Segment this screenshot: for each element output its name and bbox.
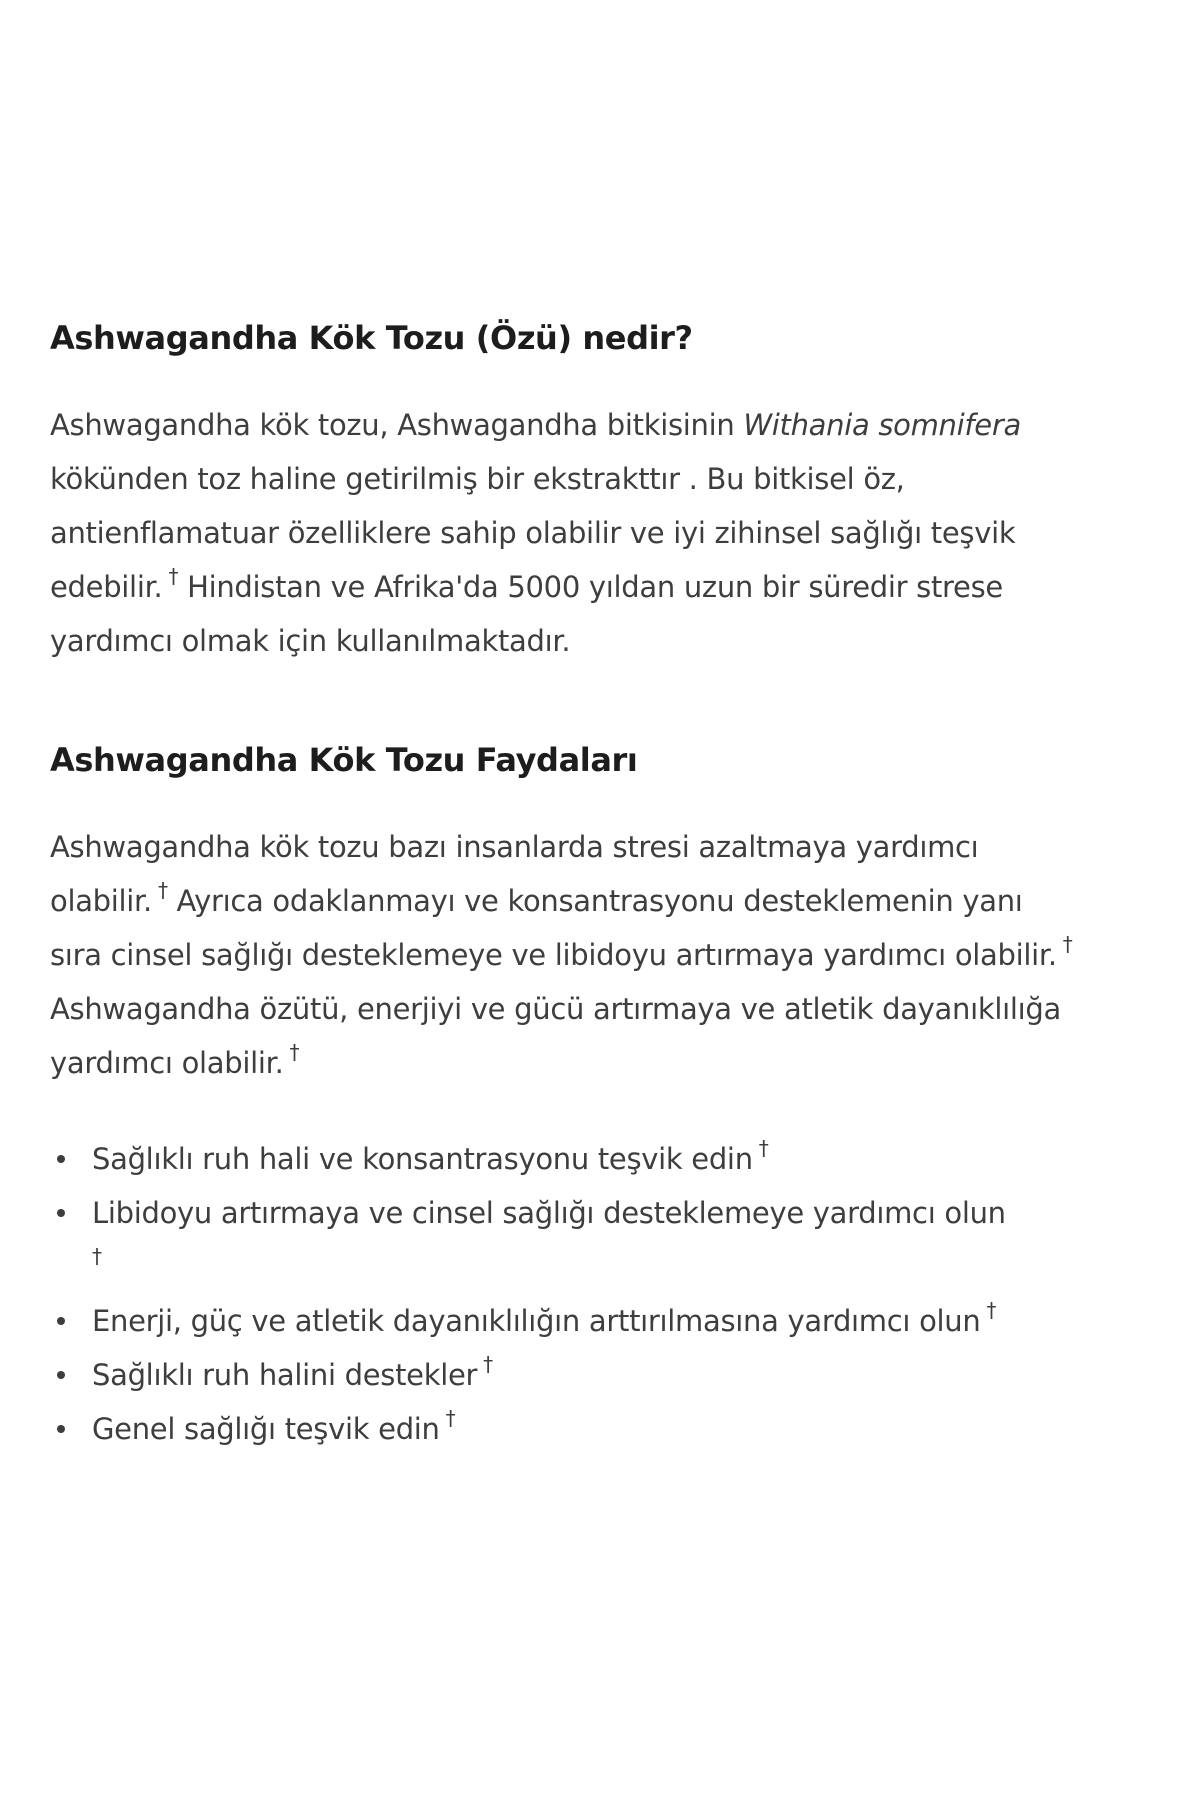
section-what-heading: Ashwagandha Kök Tozu (Özü) nedir? (50, 319, 693, 357)
dagger-footnote-mark: † (168, 564, 179, 588)
paragraph-text: kökünden toz haline getirilmiş bir ekstrakttır . Bu bitkisel öz, antienflamatuar özelliklere sahip olabilir ve iyi zihinsel sağlığı teşvik edebilir. (50, 462, 1016, 604)
bullet-icon (57, 1155, 65, 1163)
bullet-icon (57, 1371, 65, 1379)
paragraph-text: Hindistan ve Afrika'da 5000 yıldan uzun bir süredir strese yardımcı olmak için kullanılmaktadır. (50, 570, 1003, 658)
dagger-footnote-mark: † (986, 1298, 997, 1322)
list-item (50, 1132, 1080, 1186)
list-item (50, 1402, 1080, 1456)
dagger-footnote-mark: † (445, 1406, 456, 1430)
dagger-footnote-mark: † (1062, 932, 1073, 956)
section-what-paragraph (50, 398, 1080, 668)
list-item-text: Genel sağlığı teşvik edin (92, 1412, 440, 1446)
article-content (50, 318, 1080, 1456)
dagger-footnote-mark: † (157, 878, 168, 902)
dagger-footnote-mark: † (289, 1040, 300, 1064)
dagger-footnote-mark: † (483, 1352, 493, 1376)
dagger-footnote-mark: † (92, 1244, 102, 1268)
paragraph-text: Ashwagandha özütü, enerjiyi ve gücü artırmaya ve atletik dayanıklılığa yardımcı olabilir. (50, 992, 1061, 1080)
benefits-list (50, 1132, 1080, 1456)
section-benefits-paragraph (50, 820, 1080, 1090)
bullet-icon (57, 1209, 65, 1217)
dagger-footnote-mark: † (758, 1136, 769, 1160)
bullet-icon (57, 1317, 65, 1325)
bullet-icon (57, 1425, 65, 1433)
list-item-text: Libidoyu artırmaya ve cinsel sağlığı desteklemeye yardımcı olun (92, 1196, 1006, 1230)
list-item (50, 1294, 1080, 1348)
list-item (50, 1348, 1080, 1402)
list-item-text: Enerji, güç ve atletik dayanıklılığın arttırılmasına yardımcı olun (92, 1304, 981, 1338)
list-item (50, 1186, 1080, 1294)
list-item-text: Sağlıklı ruh halini destekler (92, 1358, 478, 1392)
paragraph-text: Ashwagandha kök tozu bazı insanlarda stresi azaltmaya yardımcı olabilir. (50, 830, 979, 918)
paragraph-text: Ashwagandha kök tozu, Ashwagandha bitkisinin (50, 408, 744, 442)
section-benefits-heading: Ashwagandha Kök Tozu Faydaları (50, 741, 638, 779)
paragraph-text: Ayrıca odaklanmayı ve konsantrasyonu desteklemenin yanı sıra cinsel sağlığı desteklemeye ve libidoyu artırmaya yardımcı olabilir. (50, 884, 1057, 972)
list-item-text: Sağlıklı ruh hali ve konsantrasyonu teşvik edin (92, 1142, 753, 1176)
scientific-name: Withania somnifera (743, 408, 1021, 442)
